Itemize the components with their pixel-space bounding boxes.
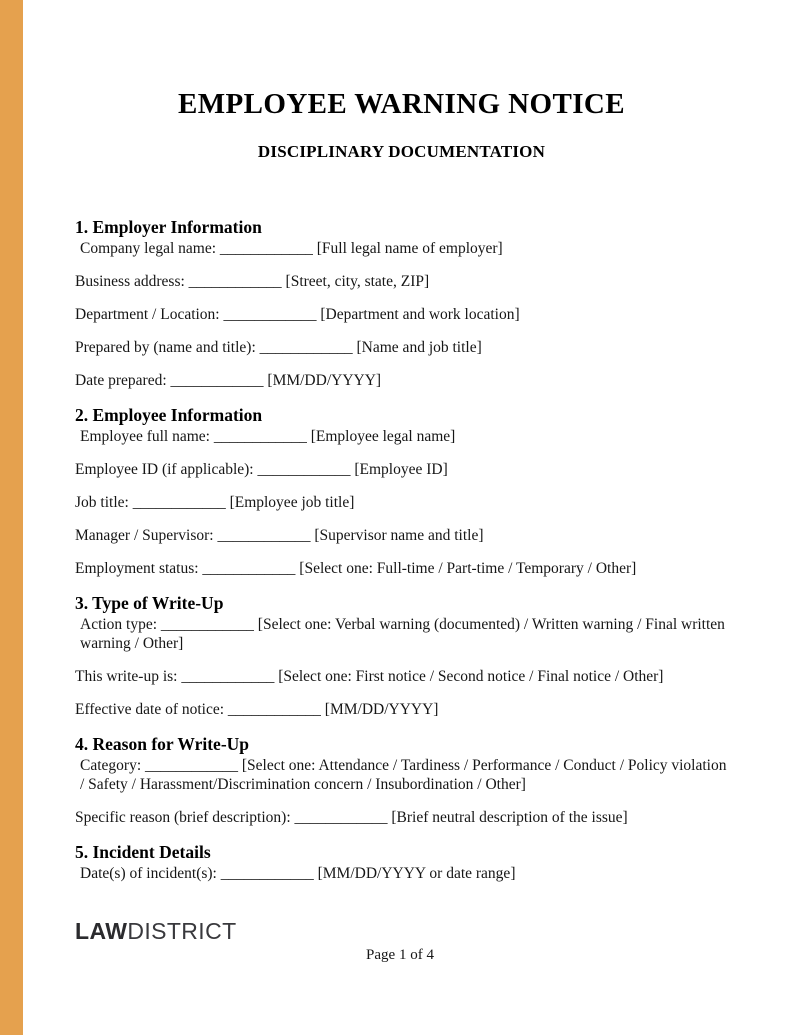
form-line-employment-status: Employment status: ____________ [Select one: Full-time / Part-time / Temporary / Other] <box>75 560 637 577</box>
section-heading-employer-information: 1. Employer Information <box>75 217 262 237</box>
logo-district-text: DISTRICT <box>127 918 237 944</box>
document-content <box>75 0 728 897</box>
form-line-effective-date: Effective date of notice: ____________ [MM/DD/YYYY] <box>75 701 439 718</box>
form-line-job-title: Job title: ____________ [Employee job title] <box>75 494 355 511</box>
lawdistrict-logo <box>75 919 237 943</box>
form-line-dates-of-incidents: Date(s) of incident(s): ____________ [MM/DD/YYYY or date range] <box>80 865 516 882</box>
form-line-employee-id: Employee ID (if applicable): ____________ [Employee ID] <box>75 461 448 478</box>
section-heading-type-of-write-up: 3. Type of Write-Up <box>75 593 224 613</box>
form-line-prepared-by: Prepared by (name and title): ____________ [Name and job title] <box>75 339 482 356</box>
form-line-category: Category: ____________ [Select one: Attendance / Tardiness / Performance / Conduct / Policy violation / Safety / Harassment/Discrimination concern / Insubordination / Other] <box>80 757 727 793</box>
form-line-specific-reason: Specific reason (brief description): ____________ [Brief neutral description of the issue] <box>75 809 628 826</box>
left-accent-stripe <box>0 0 23 1035</box>
form-line-business-address: Business address: ____________ [Street, city, state, ZIP] <box>75 273 430 290</box>
page-number: Page 1 of 4 <box>366 947 434 963</box>
form-line-company-legal-name: Company legal name: ____________ [Full legal name of employer] <box>80 240 503 257</box>
logo-law-text: LAW <box>75 918 128 944</box>
section-heading-reason-for-write-up: 4. Reason for Write-Up <box>75 734 250 754</box>
form-line-action-type: Action type: ____________ [Select one: Verbal warning (documented) / Written warning / Final written warning / Other] <box>80 616 725 652</box>
form-line-department-location: Department / Location: ____________ [Department and work location] <box>75 306 520 323</box>
form-line-date-prepared: Date prepared: ____________ [MM/DD/YYYY] <box>75 372 382 389</box>
document-subtitle: DISCIPLINARY DOCUMENTATION <box>257 142 546 161</box>
document-title: EMPLOYEE WARNING NOTICE <box>178 88 625 120</box>
form-line-manager-supervisor: Manager / Supervisor: ____________ [Supervisor name and title] <box>75 527 484 544</box>
form-line-this-write-up-is: This write-up is: ____________ [Select one: First notice / Second notice / Final notice / Other] <box>75 668 664 685</box>
section-heading-employee-information: 2. Employee Information <box>75 405 263 425</box>
form-line-employee-full-name: Employee full name: ____________ [Employee legal name] <box>80 428 456 445</box>
section-heading-incident-details: 5. Incident Details <box>75 842 211 862</box>
